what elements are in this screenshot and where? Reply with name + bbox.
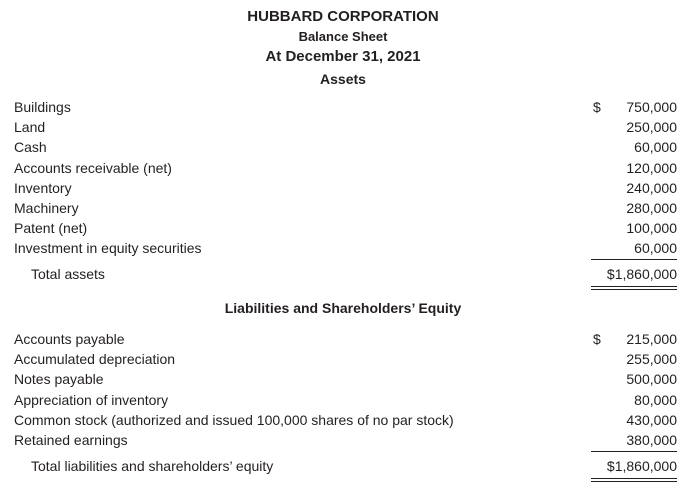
liability-amount: 80,000	[634, 392, 677, 408]
asset-label: Cash	[14, 139, 47, 155]
asset-label: Patent (net)	[14, 220, 88, 236]
asset-amount: 280,000	[626, 200, 677, 216]
statement-date: At December 31, 2021	[265, 48, 421, 65]
asset-row	[14, 218, 677, 238]
liability-row	[14, 349, 677, 369]
total-double-rule	[591, 478, 677, 482]
asset-label: Inventory	[14, 180, 72, 196]
asset-label: Accounts receivable (net)	[14, 160, 172, 176]
liability-label: Appreciation of inventory	[14, 392, 169, 408]
total-double-rule	[591, 286, 677, 290]
asset-label: Investment in equity securities	[14, 240, 202, 256]
subtotal-rule	[591, 451, 677, 452]
asset-label: Machinery	[14, 200, 79, 216]
liability-amount: 430,000	[626, 412, 677, 428]
asset-row	[14, 178, 677, 198]
liability-label: Notes payable	[14, 371, 104, 387]
liability-amount: 380,000	[626, 432, 677, 448]
liability-row	[14, 430, 677, 450]
subtotal-rule	[591, 259, 677, 260]
liability-label: Retained earnings	[14, 432, 128, 448]
asset-amount: 750,000	[626, 99, 677, 115]
currency-symbol: $	[593, 331, 601, 347]
asset-amount: 60,000	[634, 240, 677, 256]
asset-row	[14, 198, 677, 218]
total-liabilities-equity-amount: $1,860,000	[606, 458, 677, 474]
liability-amount: 215,000	[626, 331, 677, 347]
liability-label: Accounts payable	[14, 331, 125, 347]
asset-amount: 240,000	[626, 180, 677, 196]
asset-row	[14, 158, 677, 178]
asset-amount: 60,000	[634, 139, 677, 155]
total-liabilities-equity-label: Total liabilities and shareholders’ equity	[31, 458, 274, 474]
asset-amount: 100,000	[626, 220, 677, 236]
liabilities-section-title: Liabilities and Shareholders’ Equity	[224, 300, 462, 316]
total-liabilities-equity-row	[14, 456, 677, 476]
asset-amount: 120,000	[626, 160, 677, 176]
liability-row	[14, 369, 677, 389]
total-assets-row	[14, 264, 677, 284]
asset-amount: 250,000	[626, 119, 677, 135]
total-assets-label: Total assets	[31, 266, 105, 282]
liability-amount: 500,000	[626, 371, 677, 387]
asset-label: Land	[14, 119, 46, 135]
liability-row	[14, 410, 677, 430]
asset-row	[14, 117, 677, 137]
statement-title: Balance Sheet	[298, 29, 388, 44]
asset-row	[14, 238, 677, 258]
liability-label: Accumulated depreciation	[14, 351, 176, 367]
asset-row	[14, 137, 677, 157]
total-assets-amount: $1,860,000	[606, 266, 677, 282]
company-name: HUBBARD CORPORATION	[247, 8, 439, 25]
asset-row	[14, 97, 677, 117]
liability-amount: 255,000	[626, 351, 677, 367]
liability-label: Common stock (authorized and issued 100,000 shares of no par stock)	[14, 412, 454, 428]
liability-row	[14, 390, 677, 410]
currency-symbol: $	[593, 99, 601, 115]
assets-section-title: Assets	[320, 71, 366, 87]
asset-label: Buildings	[14, 99, 71, 115]
liability-row	[14, 329, 677, 349]
